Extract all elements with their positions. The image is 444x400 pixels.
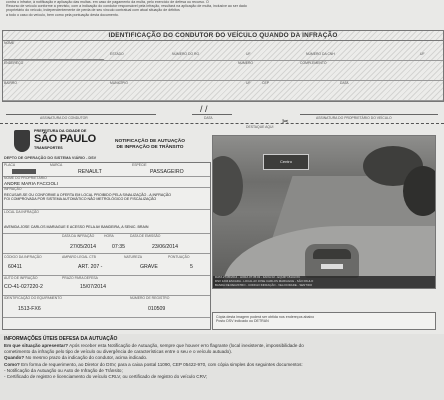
codigo-value: 60411 [8, 264, 23, 270]
agente-label: NÚMERO DE REGISTRO [130, 296, 170, 300]
photo-caption [213, 276, 435, 288]
field-label-uf-end: UF [246, 81, 251, 85]
agente-value: 010509 [148, 306, 166, 312]
proprietario-value: ANDRE MARIA FACCIOLI [4, 181, 58, 186]
field-label-rg: NÚMERO DO RG [172, 52, 200, 56]
field-label-endereco: ENDEREÇO [4, 61, 24, 65]
infracao-label: INFRAÇÃO [4, 187, 22, 191]
marca-label: MARCA [50, 163, 63, 167]
dept-name: DEPTO DE OPERAÇÃO DO SISTEMA VIÁRIO - DSV [4, 156, 97, 160]
info-a2: No mesmo prazo da indicação do condutor, acima indicado. [25, 355, 148, 361]
info-q2: Quando? [4, 355, 25, 361]
field-label-numero: NÚMERO [238, 61, 254, 65]
driver-section-title: IDENTIFICAÇÃO DO CONDUTOR DO VEÍCULO QUANDO DA INFRAÇÃO [108, 32, 338, 39]
road-sign-text: Centro [279, 159, 292, 164]
info-q1: Em que situação apresentar? [4, 343, 69, 348]
owner-signature-line[interactable] [300, 114, 438, 115]
info-a3: Em forma de requerimento, ao Diretor do DSV, para a caixa postal 11090, CEP 05422-970, com cópia simples dos seguintes documentos: [21, 361, 303, 367]
photo-note-line2: Posto DSV indicado ou DETRAN [216, 319, 269, 324]
local-label: LOCAL DA INFRAÇÃO [4, 210, 39, 214]
comprovada-value: FOI COMPROVADA POR SISTEMA AUTOMÁTICO NÃO METROLÓGICO DE FISCALIZAÇÃO [4, 197, 157, 202]
info-list-item: - Certificado de registro e licenciamento do veículo CRLV, ou certificado de registro do veículo CRV; [4, 374, 207, 380]
natureza-value: GRAVE [140, 264, 158, 270]
top-notice [6, 0, 438, 17]
owner-signature-label: ASSINATURA DO PROPRIETÁRIO DO VEÍCULO [316, 116, 392, 120]
emissao-value: 23/06/2014 [152, 244, 178, 250]
info-section [0, 334, 444, 400]
driver-form [2, 40, 444, 102]
photo-caption-line: DSV 1234 ESCADA - LOCAL AV JOSE CARLOS MARIAGUE - SÃO PAULO [215, 278, 314, 283]
top-notice-line: a todo o caso do veículo, bem como pela pontuação desta documento. [6, 12, 119, 17]
field-label-cnh: NÚMERO DA CNH [306, 52, 335, 56]
field-label-data-end: DATA [340, 81, 349, 85]
photo-note-line1: Cópia desta imagem poderá ser obtida nos endereços abaixo [216, 315, 315, 319]
logo-city: SÃO PAULO [34, 133, 96, 145]
info-a1b: cometimento da infração pelo tipo de veículo ou divergência de características entre o seu e o veículo autuado). [4, 349, 233, 355]
equip-value: 1513-FX6 [18, 306, 41, 312]
signature-date: / / [200, 104, 208, 114]
field-label-uf: UF [246, 52, 251, 56]
especie-value: PASSAGEIRO [150, 169, 184, 175]
road-sign [263, 154, 309, 170]
info-title: INFORMAÇÕES ÚTEIS DEFESA DA AUTUAÇÃO [4, 336, 118, 342]
sp-logo [14, 128, 96, 154]
local-value: AVENIDA JOSE CARLOS MARIAGUE E ACESSO PELA AV BANDEIRA, A SENIC. BRAIN [4, 225, 149, 229]
field-label-estado: ESTADO [110, 52, 124, 56]
pontuacao-label: PONTUAÇÃO [168, 255, 190, 259]
prazo-label: PRAZO PARA DEFESA [62, 276, 98, 280]
natureza-label: NATUREZA [124, 255, 143, 259]
codigo-label: CÓDIGO DA INFRAÇÃO [4, 255, 42, 259]
auto-label: AUTO DE INFRAÇÃO [4, 276, 38, 280]
logo-sub: TRANSPORTES [34, 146, 63, 150]
amparo-value: ART. 207 - [78, 264, 103, 270]
amparo-label: AMPARO LEGAL CTB [62, 255, 96, 259]
hora-value: 07:35 [112, 244, 125, 250]
pontuacao-value: 5 [190, 264, 193, 270]
auto-value: CO-41-027220-2 [4, 284, 43, 290]
field-label-uf-cnh: UF [420, 52, 425, 56]
notice-title-line2: DE INFRAÇÃO DE TRÂNSITO [116, 145, 184, 150]
cut-label: DESTAQUE AQUI [246, 125, 274, 129]
scissors-icon: ✂ [282, 117, 289, 126]
infraction-photo [212, 135, 436, 289]
notice-title [100, 139, 200, 151]
photo-caption-line: BANDA DE REGISTRO - CODIGO INFRAÇÃO - VELOCIDADE - SENTIDO [215, 282, 313, 287]
placa-label: PLACA [4, 163, 16, 167]
marca-value: RENAULT [78, 169, 102, 175]
proprietario-label: NOME DO PROPRIETÁRIO [4, 176, 47, 180]
field-label-municipio: MUNICÍPIO [110, 81, 128, 85]
top-notice-line: contra o infrator, à notificação e aplicação das multas. em caso de pagamento da multa, pelo exercício de defesa ou recurso. O [6, 0, 209, 4]
field-label-complemento: COMPLEMENTO [300, 61, 327, 65]
top-notice-line: Recurso de veículo conforme a previsto, com a indicação do condutor responsável pela infração, resultará na aplicação de multa, inclusive ao ser dado [6, 4, 247, 9]
cut-line [0, 123, 444, 124]
date-label: DATA [204, 116, 213, 120]
notice-title-line1: NOTIFICAÇÃO DE AUTUAÇÃO [115, 139, 185, 144]
city-crest-icon [14, 130, 30, 152]
date-line [192, 114, 232, 115]
driver-signature-label: ASSINATURA DO CONDUTOR [40, 116, 88, 120]
photo-note-text [213, 313, 435, 325]
infracao-value: RECUSAR-SE OU CONFORME A OFERTA EM LOCAL PROIBIDO PELA SINALIZAÇÃO - A INFRAÇÃO [4, 193, 172, 197]
data-label: DATA DA INFRAÇÃO [62, 234, 95, 238]
vehicle [305, 244, 359, 278]
hora-label: HORA [104, 234, 114, 238]
notice-fields [2, 162, 211, 330]
especie-label: ESPÉCIE [132, 163, 147, 167]
infracao-text [4, 193, 208, 202]
logo-prefeitura: PREFEITURA DA CIDADE DE [34, 129, 87, 133]
info-q3: Como? [4, 361, 20, 367]
equip-label: IDENTIFICAÇÃO DO EQUIPAMENTO [4, 296, 62, 300]
prazo-value: 15/07/2014 [80, 284, 106, 290]
driver-signature-line[interactable] [6, 114, 156, 115]
top-notice-line: proprietário do veículo, independentemente de perda de seu vinculo contratual com atual situação de débitos [6, 8, 180, 13]
info-a1: Após receber esta Notificação de Autuação, sempre que houver erro flagrante (local inexistente, impossibilidade do [69, 343, 304, 348]
photo-note [212, 312, 436, 330]
photo-caption-line: DATA 27/05/2014 - HORA 07:35:03 - FAIXA 02 - EQUIP 1513-FX6 [215, 275, 300, 279]
placa-redacted [12, 169, 36, 174]
field-label-cep: CEP [262, 81, 269, 85]
data-value: 27/05/2014 [70, 244, 96, 250]
info-list-item: - Notificação da Autuação ou Auto de Infração de Trânsito; [4, 367, 123, 373]
field-label-nome: NOME [4, 41, 15, 45]
field-label-bairro: BAIRRO [4, 81, 17, 85]
emissao-label: DATA DE EMISSÃO [130, 234, 161, 238]
